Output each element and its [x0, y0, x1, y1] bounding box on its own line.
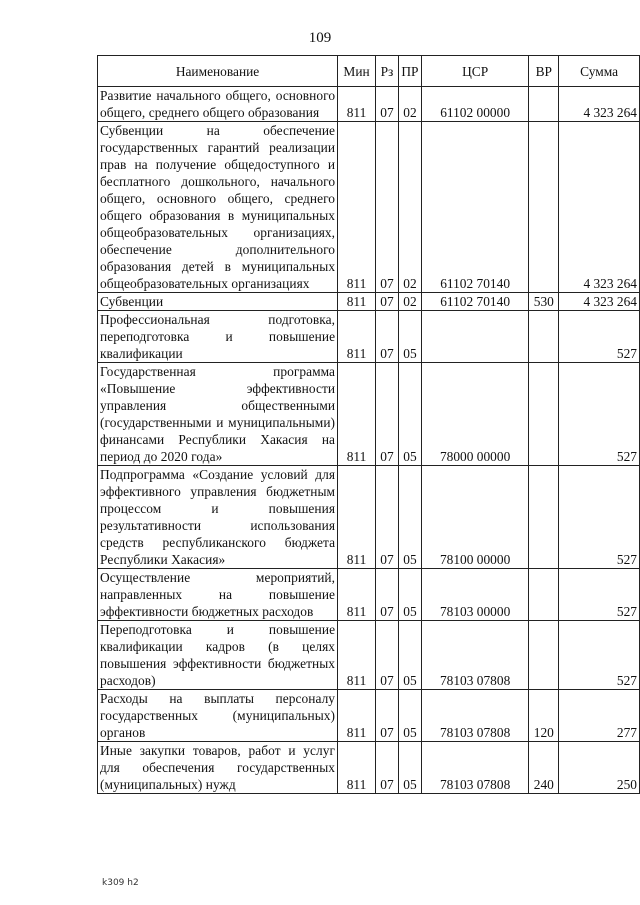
row-min: 811	[338, 363, 376, 466]
row-vr	[529, 466, 559, 569]
header-name: Наименование	[98, 56, 338, 87]
page-number: 109	[308, 30, 332, 46]
row-pr: 05	[398, 621, 421, 690]
row-pr: 02	[398, 293, 421, 311]
row-sum: 527	[559, 621, 640, 690]
table-row	[98, 621, 640, 690]
row-pr: 05	[398, 569, 421, 621]
row-rz: 07	[376, 293, 399, 311]
row-rz: 07	[376, 363, 399, 466]
table-row	[98, 569, 640, 621]
header-vr: ВР	[529, 56, 559, 87]
row-vr: 120	[529, 690, 559, 742]
row-csr	[421, 311, 528, 363]
row-name: Государственная программа «Повышение эффективности управления общественными (государственными и муниципальными) финансами Республики Хакасия на период до 2020 года»	[98, 363, 338, 466]
row-rz: 07	[376, 122, 399, 293]
row-pr: 05	[398, 466, 421, 569]
row-pr: 05	[398, 742, 421, 794]
row-sum: 527	[559, 311, 640, 363]
row-min: 811	[338, 690, 376, 742]
row-csr: 61102 00000	[421, 87, 528, 122]
row-vr	[529, 621, 559, 690]
row-vr	[529, 363, 559, 466]
row-csr: 78103 00000	[421, 569, 528, 621]
row-sum: 250	[559, 742, 640, 794]
row-name: Профессиональная подготовка, переподготовка и повышение квалификации	[98, 311, 338, 363]
table-row	[98, 466, 640, 569]
row-pr: 05	[398, 311, 421, 363]
row-csr: 78000 00000	[421, 363, 528, 466]
row-csr: 78103 07808	[421, 742, 528, 794]
row-vr	[529, 569, 559, 621]
row-csr: 78100 00000	[421, 466, 528, 569]
row-sum: 4 323 264	[559, 122, 640, 293]
header-rz: Рз	[376, 56, 399, 87]
header-pr: ПР	[398, 56, 421, 87]
row-pr: 02	[398, 122, 421, 293]
table-row	[98, 87, 640, 122]
row-name: Субвенции на обеспечение государственных гарантий реализации прав на получение общедоступного и бесплатного дошкольного, начального общего, основного общего, среднего общего образования в муниципальных общеобразовательных организациях, обеспечение дополнительного образования детей в муниципальных общеобразовательных организациях	[98, 122, 338, 293]
row-sum: 277	[559, 690, 640, 742]
row-vr	[529, 87, 559, 122]
row-min: 811	[338, 122, 376, 293]
row-sum: 527	[559, 363, 640, 466]
row-vr: 240	[529, 742, 559, 794]
row-min: 811	[338, 311, 376, 363]
row-pr: 02	[398, 87, 421, 122]
row-vr	[529, 122, 559, 293]
row-rz: 07	[376, 466, 399, 569]
row-name: Развитие начального общего, основного общего, среднего общего образования	[98, 87, 338, 122]
table-row	[98, 363, 640, 466]
row-vr	[529, 311, 559, 363]
row-min: 811	[338, 742, 376, 794]
row-rz: 07	[376, 621, 399, 690]
row-csr: 78103 07808	[421, 690, 528, 742]
row-csr: 61102 70140	[421, 122, 528, 293]
row-rz: 07	[376, 311, 399, 363]
row-sum: 4 323 264	[559, 293, 640, 311]
row-sum: 527	[559, 569, 640, 621]
row-name: Субвенции	[98, 293, 338, 311]
row-pr: 05	[398, 690, 421, 742]
table-row	[98, 122, 640, 293]
row-min: 811	[338, 293, 376, 311]
row-sum: 527	[559, 466, 640, 569]
row-pr: 05	[398, 363, 421, 466]
row-name: Переподготовка и повышение квалификации кадров (в целях повышения эффективности бюджетных расходов)	[98, 621, 338, 690]
row-min: 811	[338, 621, 376, 690]
row-name: Иные закупки товаров, работ и услуг для обеспечения государственных (муниципальных) нужд	[98, 742, 338, 794]
row-rz: 07	[376, 742, 399, 794]
row-vr: 530	[529, 293, 559, 311]
row-min: 811	[338, 569, 376, 621]
row-name: Расходы на выплаты персоналу государственных (муниципальных) органов	[98, 690, 338, 742]
row-name: Осуществление мероприятий, направленных на повышение эффективности бюджетных расходов	[98, 569, 338, 621]
table-row	[98, 742, 640, 794]
row-csr: 78103 07808	[421, 621, 528, 690]
row-rz: 07	[376, 569, 399, 621]
footer-code: k309 h2	[102, 878, 139, 888]
header-csr: ЦСР	[421, 56, 528, 87]
header-min: Мин	[338, 56, 376, 87]
table-row	[98, 293, 640, 311]
table-row	[98, 690, 640, 742]
row-min: 811	[338, 87, 376, 122]
row-rz: 07	[376, 87, 399, 122]
table-row	[98, 311, 640, 363]
row-min: 811	[338, 466, 376, 569]
header-sum: Сумма	[559, 56, 640, 87]
row-sum: 4 323 264	[559, 87, 640, 122]
table-header-row	[98, 56, 640, 87]
row-rz: 07	[376, 690, 399, 742]
budget-table	[97, 55, 640, 794]
row-csr: 61102 70140	[421, 293, 528, 311]
row-name: Подпрограмма «Создание условий для эффективного управления бюджетным процессом и повышения результативности использования средств республиканского бюджета Республики Хакасия»	[98, 466, 338, 569]
